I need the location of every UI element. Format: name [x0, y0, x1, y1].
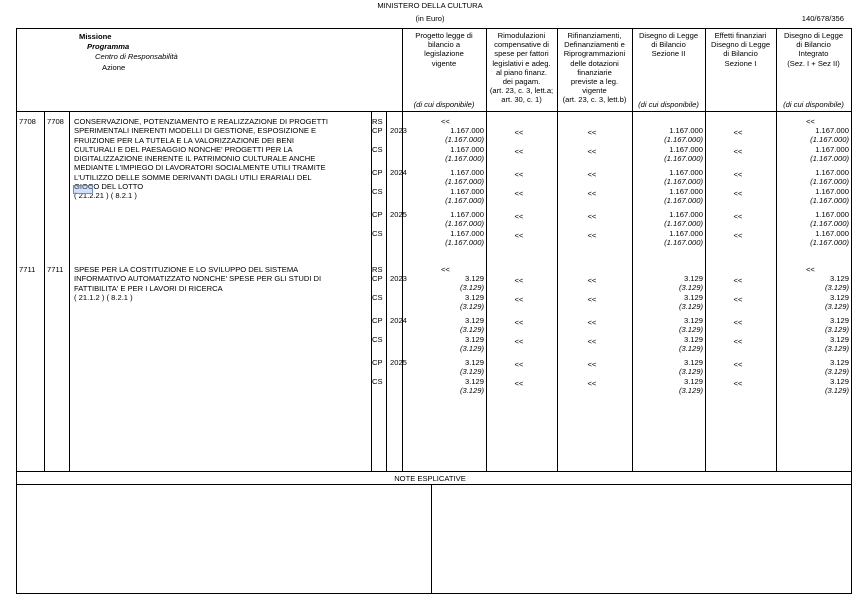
- cell-marker: <<: [514, 189, 524, 198]
- cell-marker: <<: [587, 360, 597, 369]
- cell-disponibile: (3.129): [678, 367, 703, 376]
- row-type-label: CS: [372, 187, 383, 196]
- cell-marker: <<: [441, 265, 450, 274]
- cell-marker: <<: [733, 295, 743, 304]
- row-type-label: CS: [372, 293, 383, 302]
- cell-disponibile: (1.167.000): [664, 154, 703, 163]
- chapter-description: CONSERVAZIONE, POTENZIAMENTO E REALIZZAZIONE DI PROGETTI SPERIMENTALI INERENTI MODELLI DI GESTIONE, ESPOSIZIONE E FRUIZIONE PER LA TUTELA E LA VALORIZZAZIONE DEI BENI CULTURALI E DEL PAESAGGIO NONCHE' PROGETTI PER LA DIGITALIZZAZIONE INERENTE IL PATRIMONIO CULTURALE ANCHE MEDIANTE L'IMPIEGO DI LAVORATORI SOCIALMENTE UTILI TRAMITE L'UTILIZZO DELLE SOMME DERIVANTI DAGLI UTILI ERARIALI DEL GIOCO DEL LOTTO ( 21.2.21 ) ( 8.2.1 ): [74, 117, 329, 200]
- cell-marker: <<: [587, 212, 597, 221]
- cell-disponibile: (1.167.000): [445, 135, 484, 144]
- column-subheader-1: (di cui disponibile): [413, 100, 475, 109]
- cell-disponibile: (1.167.000): [445, 177, 484, 186]
- chapter-code: 7708: [19, 117, 36, 126]
- row-type-label: CP: [372, 274, 383, 283]
- cell-value: 1.167.000: [450, 210, 484, 219]
- row-type-label: CP: [372, 358, 383, 367]
- text-selection-highlight: [73, 185, 93, 194]
- column-divider: [776, 28, 777, 471]
- cell-marker: <<: [806, 117, 815, 126]
- column-header-2: Rimodulazioni compensative di spese per fattori legislativi e adeg. al piano finanz. dei pagam. (art. 23, c. 3, lett.a; art. 30, c. 1): [489, 31, 554, 105]
- cell-value: 1.167.000: [669, 210, 703, 219]
- year-label: 2025: [390, 358, 407, 367]
- cell-disponibile: (1.167.000): [664, 135, 703, 144]
- cell-marker: <<: [587, 337, 597, 346]
- cell-disponibile: (3.129): [824, 344, 849, 353]
- cell-disponibile: (3.129): [824, 367, 849, 376]
- column-divider: [402, 28, 403, 471]
- cell-marker: <<: [587, 318, 597, 327]
- cell-disponibile: (1.167.000): [664, 219, 703, 228]
- cell-value: 1.167.000: [815, 145, 849, 154]
- column-divider: [44, 111, 45, 471]
- cell-marker: <<: [733, 128, 743, 137]
- notes-right-border: [851, 472, 852, 594]
- table-top-border: [16, 28, 851, 29]
- cell-marker: <<: [514, 276, 524, 285]
- cell-value: 1.167.000: [815, 210, 849, 219]
- year-label: 2024: [390, 168, 407, 177]
- cell-value: 1.167.000: [450, 145, 484, 154]
- cell-marker: <<: [733, 360, 743, 369]
- cell-value: 3.129: [829, 316, 849, 325]
- column-subheader-6: (di cui disponibile): [783, 100, 844, 109]
- cell-marker: <<: [514, 379, 524, 388]
- cell-marker: <<: [514, 360, 524, 369]
- year-label: 2025: [390, 210, 407, 219]
- cell-disponibile: (3.129): [459, 344, 484, 353]
- column-divider: [705, 28, 706, 471]
- cell-disponibile: (3.129): [459, 283, 484, 292]
- cell-value: 1.167.000: [450, 187, 484, 196]
- notes-bottom-border: [16, 593, 851, 594]
- cell-disponibile: (3.129): [824, 325, 849, 334]
- column-header-6: Disegno di Legge di Bilancio Integrato (Sez. I + Sez II): [783, 31, 844, 68]
- cell-marker: <<: [514, 212, 524, 221]
- column-divider: [386, 111, 387, 471]
- cell-value: 3.129: [829, 293, 849, 302]
- header-programma: Programma: [87, 42, 130, 51]
- cell-value: 1.167.000: [669, 126, 703, 135]
- cell-value: 3.129: [464, 274, 484, 283]
- cell-disponibile: (3.129): [678, 302, 703, 311]
- row-type-label: CS: [372, 335, 383, 344]
- cell-marker: <<: [733, 212, 743, 221]
- chapter-code: 7711: [19, 265, 36, 274]
- cell-marker: <<: [441, 117, 450, 126]
- row-type-label: RS: [372, 265, 383, 274]
- row-type-label: RS: [372, 117, 383, 126]
- year-label: 2023: [390, 274, 407, 283]
- cell-disponibile: (1.167.000): [810, 177, 849, 186]
- cell-disponibile: (1.167.000): [810, 219, 849, 228]
- column-subheader-4: (di cui disponibile): [638, 100, 699, 109]
- cell-marker: <<: [514, 170, 524, 179]
- chapter-code: 7711: [47, 265, 64, 274]
- cell-value: 1.167.000: [669, 229, 703, 238]
- column-divider: [371, 111, 372, 471]
- chapter-description: SPESE PER LA COSTITUZIONE E LO SVILUPPO DEL SISTEMA INFORMATIVO AUTOMATIZZATO NONCHE' SPESE PER GLI STUDI DI FATTIBILITA' E PER I LAVORI DI RICERCA ( 21.1.2 ) ( 8.2.1 ): [74, 265, 322, 302]
- cell-disponibile: (1.167.000): [810, 196, 849, 205]
- cell-value: 3.129: [464, 335, 484, 344]
- cell-disponibile: (3.129): [459, 325, 484, 334]
- cell-value: 3.129: [464, 293, 484, 302]
- cell-value: 3.129: [683, 274, 703, 283]
- cell-value: 3.129: [683, 316, 703, 325]
- header-centro: Centro di Responsabilità: [95, 52, 178, 61]
- cell-disponibile: (1.167.000): [445, 219, 484, 228]
- cell-disponibile: (1.167.000): [445, 238, 484, 247]
- row-type-label: CP: [372, 126, 383, 135]
- currency-note: (in Euro): [415, 14, 445, 23]
- cell-disponibile: (1.167.000): [664, 177, 703, 186]
- cell-value: 1.167.000: [669, 168, 703, 177]
- cell-disponibile: (3.129): [824, 386, 849, 395]
- cell-value: 1.167.000: [450, 229, 484, 238]
- cell-value: 3.129: [829, 274, 849, 283]
- cell-value: 1.167.000: [815, 187, 849, 196]
- cell-value: 3.129: [683, 358, 703, 367]
- cell-disponibile: (1.167.000): [445, 154, 484, 163]
- cell-value: 1.167.000: [815, 126, 849, 135]
- cell-marker: <<: [514, 337, 524, 346]
- column-divider: [632, 28, 633, 471]
- cell-disponibile: (3.129): [678, 283, 703, 292]
- year-label: 2024: [390, 316, 407, 325]
- cell-disponibile: (3.129): [824, 302, 849, 311]
- cell-marker: <<: [733, 170, 743, 179]
- header-missione: Missione: [79, 32, 112, 41]
- table-bottom-border: [16, 471, 851, 472]
- cell-marker: <<: [733, 276, 743, 285]
- column-header-4: Disegno di Legge di Bilancio Sezione II: [638, 31, 699, 59]
- cell-value: 3.129: [464, 358, 484, 367]
- cell-disponibile: (3.129): [459, 302, 484, 311]
- header-azione: Azione: [102, 63, 126, 72]
- notes-title: NOTE ESPLICATIVE: [394, 474, 466, 483]
- cell-disponibile: (3.129): [459, 386, 484, 395]
- cell-marker: <<: [514, 147, 524, 156]
- cell-disponibile: (3.129): [824, 283, 849, 292]
- cell-disponibile: (1.167.000): [664, 196, 703, 205]
- cell-value: 1.167.000: [450, 126, 484, 135]
- row-type-label: CP: [372, 316, 383, 325]
- cell-value: 3.129: [464, 377, 484, 386]
- cell-marker: <<: [587, 189, 597, 198]
- cell-disponibile: (1.167.000): [810, 135, 849, 144]
- cell-disponibile: (1.167.000): [445, 196, 484, 205]
- cell-disponibile: (1.167.000): [810, 238, 849, 247]
- year-label: 2023: [390, 126, 407, 135]
- cell-disponibile: (1.167.000): [664, 238, 703, 247]
- cell-value: 3.129: [829, 335, 849, 344]
- cell-marker: <<: [514, 295, 524, 304]
- cell-value: 3.129: [683, 335, 703, 344]
- cell-marker: <<: [587, 231, 597, 240]
- table-left-border: [16, 28, 17, 472]
- cell-value: 3.129: [683, 377, 703, 386]
- cell-value: 3.129: [829, 377, 849, 386]
- cell-value: 3.129: [464, 316, 484, 325]
- cell-marker: <<: [733, 379, 743, 388]
- cell-value: 1.167.000: [815, 229, 849, 238]
- cell-marker: <<: [587, 276, 597, 285]
- cell-marker: <<: [514, 128, 524, 137]
- cell-marker: <<: [587, 147, 597, 156]
- cell-disponibile: (1.167.000): [810, 154, 849, 163]
- column-header-3: Rifinanziamenti, Definanziamenti e Riprogrammazioni delle dotazioni finanziarie previste a leg. vigente (art. 23, c. 3, lett.b): [562, 31, 627, 105]
- cell-value: 3.129: [829, 358, 849, 367]
- row-type-label: CS: [372, 377, 383, 386]
- cell-marker: <<: [733, 231, 743, 240]
- page-reference: 140/678/356: [801, 14, 844, 23]
- notes-divider: [431, 484, 432, 593]
- column-divider: [69, 111, 70, 471]
- cell-value: 1.167.000: [815, 168, 849, 177]
- column-header-5: Effetti finanziari Disegno di Legge di Bilancio Sezione I: [710, 31, 771, 68]
- cell-disponibile: (3.129): [678, 386, 703, 395]
- cell-marker: <<: [733, 189, 743, 198]
- cell-marker: <<: [733, 147, 743, 156]
- cell-marker: <<: [733, 318, 743, 327]
- cell-value: 3.129: [683, 293, 703, 302]
- cell-marker: <<: [587, 379, 597, 388]
- cell-value: 1.167.000: [450, 168, 484, 177]
- cell-disponibile: (3.129): [678, 344, 703, 353]
- notes-header-border: [16, 484, 851, 485]
- ministry-title: MINISTERO DELLA CULTURA: [377, 1, 483, 10]
- header-bottom-border: [16, 111, 851, 112]
- cell-marker: <<: [733, 337, 743, 346]
- cell-marker: <<: [587, 170, 597, 179]
- cell-marker: <<: [587, 128, 597, 137]
- row-type-label: CS: [372, 145, 383, 154]
- row-type-label: CS: [372, 229, 383, 238]
- column-header-1: Progetto legge di bilancio a legislazione vigente: [415, 31, 473, 68]
- row-type-label: CP: [372, 210, 383, 219]
- cell-marker: <<: [806, 265, 815, 274]
- cell-marker: <<: [587, 295, 597, 304]
- cell-marker: <<: [514, 231, 524, 240]
- cell-marker: <<: [514, 318, 524, 327]
- row-type-label: CP: [372, 168, 383, 177]
- cell-disponibile: (3.129): [678, 325, 703, 334]
- cell-value: 1.167.000: [669, 187, 703, 196]
- notes-left-border: [16, 472, 17, 594]
- table-right-border: [851, 28, 852, 472]
- cell-value: 1.167.000: [669, 145, 703, 154]
- chapter-code: 7708: [47, 117, 64, 126]
- cell-disponibile: (3.129): [459, 367, 484, 376]
